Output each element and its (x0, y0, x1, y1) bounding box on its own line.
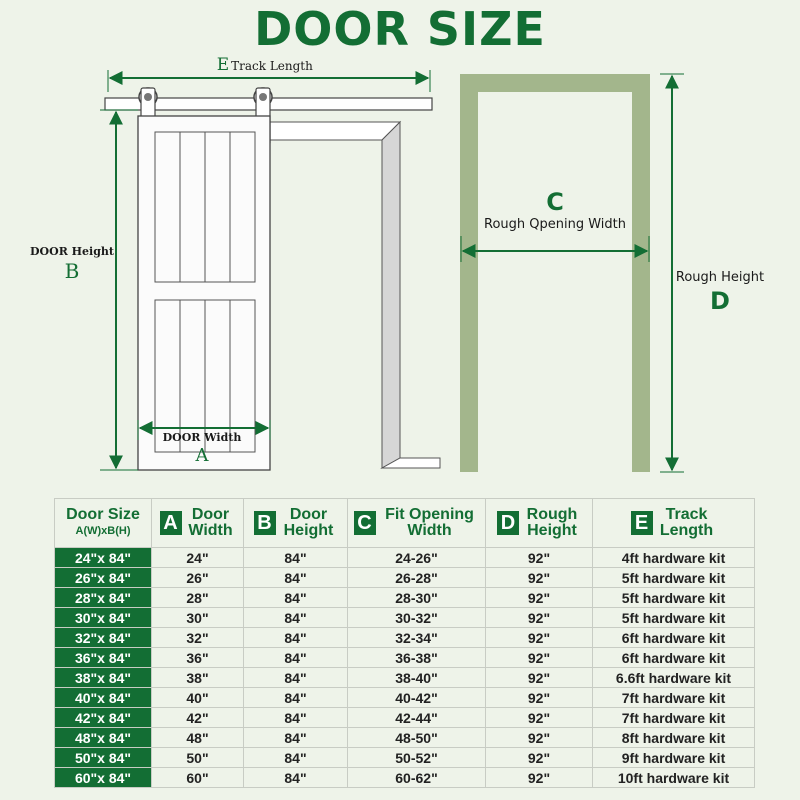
table-row (55, 768, 755, 788)
table-cell: 84" (244, 668, 348, 688)
opening-width-letter: C (546, 188, 564, 216)
table-cell: 84" (244, 768, 348, 788)
wall-opening (268, 122, 440, 468)
table-cell: 32-34" (348, 628, 486, 648)
table-cell: 4ft hardware kit (593, 548, 755, 568)
table-row (55, 568, 755, 588)
table-cell: 40" (152, 688, 244, 708)
header-track-length (593, 499, 755, 548)
header-label: Door Height (283, 506, 334, 539)
header-door-width (152, 499, 244, 548)
table-cell: 38" (152, 668, 244, 688)
table-cell: 6ft hardware kit (593, 648, 755, 668)
header-label: Fit Opening Width (385, 506, 474, 539)
table-cell: 40-42" (348, 688, 486, 708)
size-cell: 40"x 84" (55, 688, 152, 708)
table-cell: 84" (244, 648, 348, 668)
table-row (55, 588, 755, 608)
header-sub: A(W)xB(H) (75, 525, 131, 537)
table-row (55, 648, 755, 668)
table-cell: 26" (152, 568, 244, 588)
table-cell: 50-52" (348, 748, 486, 768)
table-cell: 92" (486, 728, 593, 748)
badge-e: E (631, 511, 653, 535)
table-cell: 84" (244, 708, 348, 728)
table-row (55, 688, 755, 708)
table-cell: 38-40" (348, 668, 486, 688)
rough-height-label: Rough Height (675, 270, 765, 285)
table-header-row (55, 499, 755, 548)
header-fit-opening (348, 499, 486, 548)
door-width-label: DOOR Width (162, 431, 242, 444)
table-row (55, 708, 755, 728)
table-cell: 10ft hardware kit (593, 768, 755, 788)
table-row (55, 668, 755, 688)
size-cell: 28"x 84" (55, 588, 152, 608)
table-cell: 24-26" (348, 548, 486, 568)
header-rough-height (486, 499, 593, 548)
table-cell: 7ft hardware kit (593, 688, 755, 708)
page-title: DOOR SIZE (254, 2, 546, 56)
table-cell: 84" (244, 728, 348, 748)
table-cell: 84" (244, 548, 348, 568)
table-row (55, 748, 755, 768)
barn-door (138, 116, 270, 470)
table-cell: 92" (486, 708, 593, 728)
table-cell: 92" (486, 768, 593, 788)
door-size-table (54, 498, 755, 788)
table-cell: 50" (152, 748, 244, 768)
size-cell: 26"x 84" (55, 568, 152, 588)
size-cell: 24"x 84" (55, 548, 152, 568)
table-cell: 92" (486, 748, 593, 768)
rough-height-letter: D (710, 287, 730, 315)
size-cell: 36"x 84" (55, 648, 152, 668)
header-label: Track Length (659, 506, 714, 539)
door-height-label: DOOR Height (29, 245, 115, 258)
opening-width-label: Rough Qpening Width (484, 217, 626, 232)
table-cell: 48-50" (348, 728, 486, 748)
table-cell: 5ft hardware kit (593, 588, 755, 608)
badge-b: B (254, 511, 276, 535)
table-cell: 92" (486, 568, 593, 588)
table-cell: 28" (152, 588, 244, 608)
table-cell: 6.6ft hardware kit (593, 668, 755, 688)
track-length-letter: E (216, 55, 230, 75)
size-cell: 50"x 84" (55, 748, 152, 768)
header-label: Rough Height (526, 506, 578, 539)
table-cell: 60-62" (348, 768, 486, 788)
table-cell: 8ft hardware kit (593, 728, 755, 748)
table-row (55, 728, 755, 748)
size-cell: 60"x 84" (55, 768, 152, 788)
table-cell: 9ft hardware kit (593, 748, 755, 768)
table-cell: 92" (486, 628, 593, 648)
table-cell: 5ft hardware kit (593, 568, 755, 588)
rough-opening-frame (460, 74, 650, 472)
table-cell: 84" (244, 628, 348, 648)
door-width-letter: A (195, 445, 209, 466)
table-cell: 84" (244, 608, 348, 628)
table-cell: 28-30" (348, 588, 486, 608)
table-cell: 7ft hardware kit (593, 708, 755, 728)
table-cell: 24" (152, 548, 244, 568)
size-cell: 48"x 84" (55, 728, 152, 748)
track-length-label: Track Length (231, 59, 313, 73)
table-cell: 92" (486, 648, 593, 668)
header-door-size (55, 499, 152, 548)
table-cell: 48" (152, 728, 244, 748)
table-cell: 84" (244, 588, 348, 608)
table-cell: 84" (244, 568, 348, 588)
table-cell: 36-38" (348, 648, 486, 668)
table-cell: 92" (486, 548, 593, 568)
table-cell: 26-28" (348, 568, 486, 588)
table-cell: 92" (486, 688, 593, 708)
table-cell: 6ft hardware kit (593, 628, 755, 648)
size-cell: 30"x 84" (55, 608, 152, 628)
badge-d: D (497, 511, 519, 535)
table-cell: 30-32" (348, 608, 486, 628)
table-cell: 60" (152, 768, 244, 788)
door-height-letter: B (64, 259, 80, 283)
table-row (55, 548, 755, 568)
table-cell: 42" (152, 708, 244, 728)
table-cell: 84" (244, 748, 348, 768)
header-label: Door Width (188, 506, 233, 539)
badge-a: A (160, 511, 182, 535)
size-cell: 38"x 84" (55, 668, 152, 688)
table-cell: 36" (152, 648, 244, 668)
table-cell: 30" (152, 608, 244, 628)
table-row (55, 628, 755, 648)
header-label: Door Size (66, 506, 140, 523)
table-cell: 92" (486, 668, 593, 688)
table-cell: 32" (152, 628, 244, 648)
header-door-height (244, 499, 348, 548)
table-cell: 92" (486, 608, 593, 628)
size-cell: 42"x 84" (55, 708, 152, 728)
table-cell: 92" (486, 588, 593, 608)
table-cell: 5ft hardware kit (593, 608, 755, 628)
table-row (55, 608, 755, 628)
size-cell: 32"x 84" (55, 628, 152, 648)
badge-c: C (354, 511, 376, 535)
table-cell: 42-44" (348, 708, 486, 728)
table-cell: 84" (244, 688, 348, 708)
